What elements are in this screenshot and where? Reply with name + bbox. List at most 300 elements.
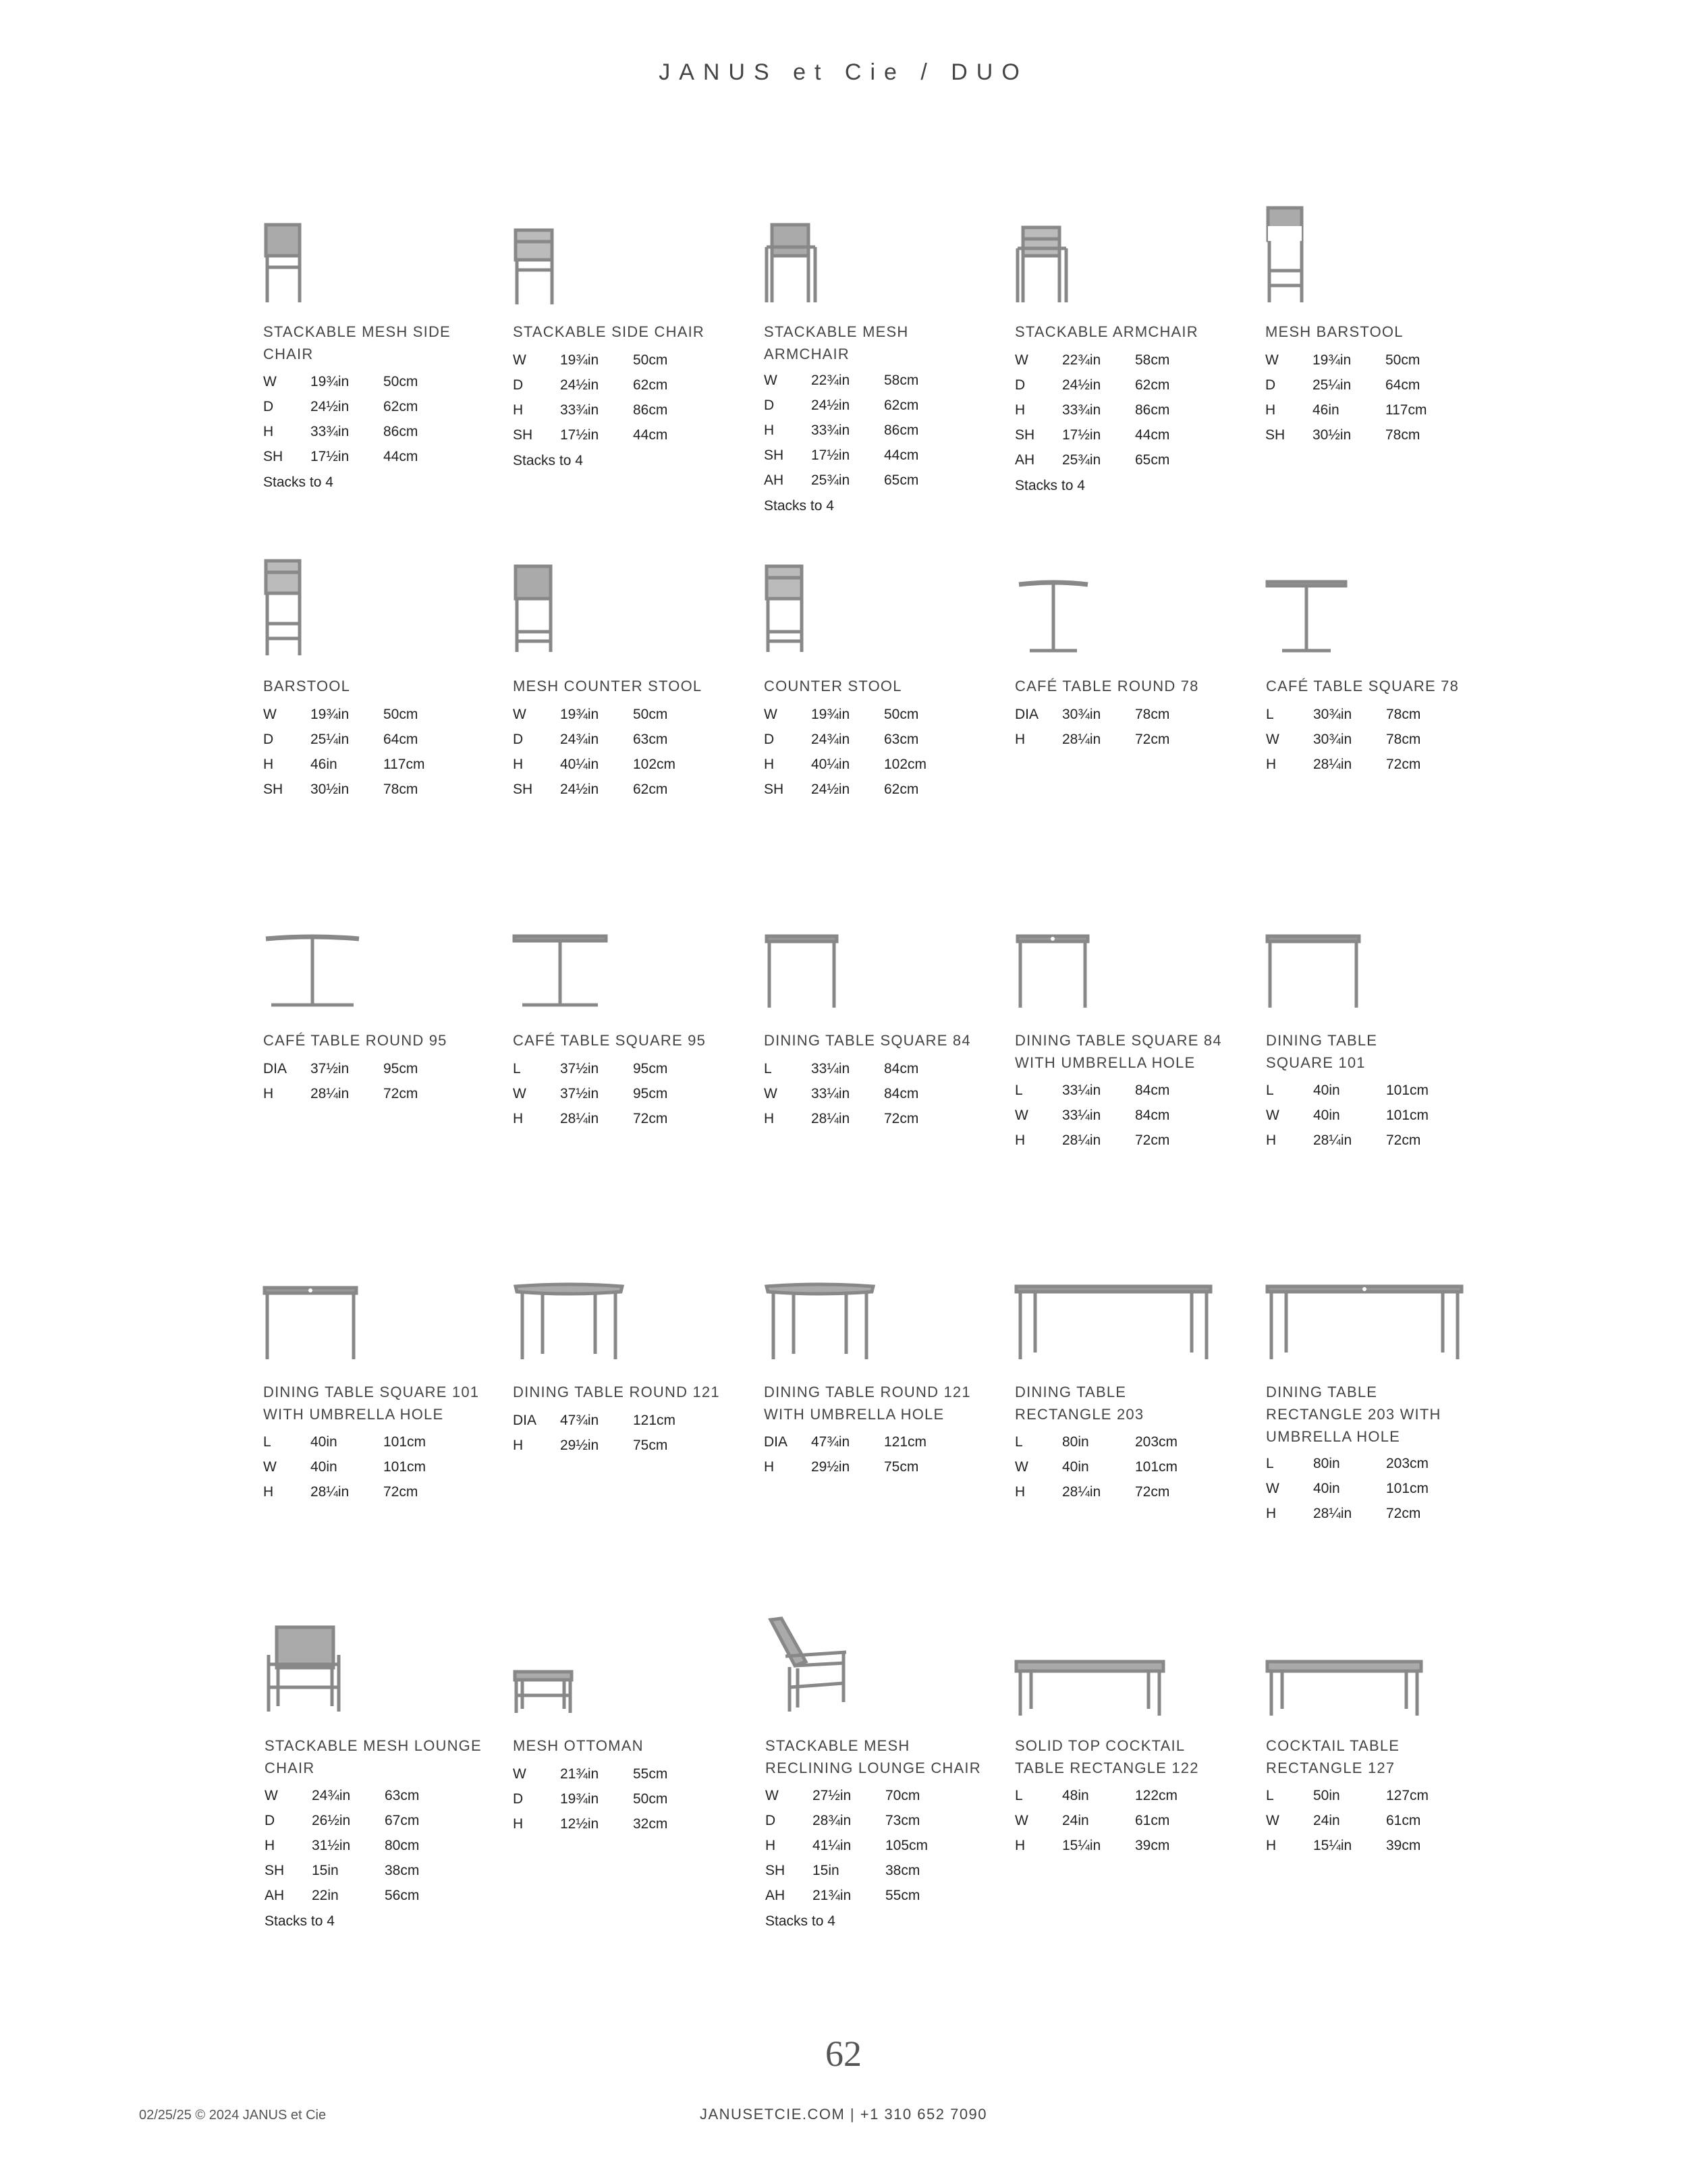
dim-value: 44cm [633,427,668,443]
dim-value: 24½in [1062,377,1101,393]
dim-row [1015,398,1169,422]
product-cafe-table-round-78 [1015,580,1251,783]
dim-value: D [513,732,524,747]
dim-value: 203cm [1135,1434,1178,1450]
dim-value: 47¾in [811,1434,850,1450]
dining-table-rectangle-icon [1015,1285,1212,1361]
dim-row [513,1811,667,1836]
dim-value: H [1015,402,1026,418]
dim-row [513,702,675,727]
dim-value: W [265,1788,278,1803]
mesh-counter-stool-icon [513,564,555,653]
dim-value: L [1015,1788,1023,1803]
dim-value: 28¾in [812,1813,852,1828]
dim-value: 25¾in [811,472,850,488]
dim-value: 72cm [1135,1484,1170,1500]
dim-value: 121cm [884,1434,927,1450]
dim-value: AH [765,1888,785,1903]
dim-value: 33¼in [811,1061,850,1076]
dim-value: 95cm [633,1061,668,1076]
dim-value: D [1015,377,1026,393]
dim-value: L [513,1061,521,1076]
dim-value: DIA [263,1061,287,1076]
dim-row [513,422,667,447]
cafe-table-round-icon [1016,580,1090,653]
dim-value: 102cm [633,757,676,772]
dim-value: 75cm [633,1438,668,1453]
dim-value: H [1266,1838,1277,1853]
dim-value: W [1266,732,1279,747]
dim-row [1265,348,1427,373]
dim-value: 84cm [1135,1108,1170,1123]
dim-value: 105cm [885,1838,929,1853]
product-title: MESH COUNTER STOOL [513,678,702,694]
dim-value: SH [263,449,283,464]
dim-value: 33¼in [1062,1083,1101,1098]
product-dining-table-rectangle-203 [1015,1285,1251,1501]
dim-value: 19¾in [310,374,350,389]
dim-value: 28¼in [1062,732,1101,747]
dim-value: 24½in [560,782,599,797]
dim-value: 30½in [1312,427,1352,443]
dim-value: 32cm [633,1816,668,1832]
product-mesh-counter-stool [513,564,749,834]
dim-row [1266,1128,1429,1153]
dim-row [764,702,927,727]
dim-value: 37½in [560,1086,599,1101]
dim-value: 19¾in [811,707,850,722]
dim-row [764,1081,918,1106]
product-side-chair [513,223,749,513]
dim-value: DIA [1015,707,1039,722]
dim-value: 30¾in [1062,707,1101,722]
dim-value: 64cm [383,732,418,747]
dim-value: 38cm [385,1863,420,1878]
dim-value: H [764,1111,775,1126]
dim-value: W [764,373,777,388]
stack-note: Stacks to 4 [263,474,333,490]
dim-value: W [1265,352,1279,368]
dim-row [764,777,927,802]
dim-value: 72cm [1386,1132,1421,1148]
dim-value: 33¼in [811,1086,850,1101]
dim-value: 15in [312,1863,339,1878]
dim-row [265,1883,419,1908]
dim-value: 67cm [385,1813,420,1828]
product-cafe-table-round-95 [263,935,499,1137]
dim-value: H [764,1459,775,1475]
dim-row [513,1408,675,1433]
dim-value: W [513,1086,526,1101]
cafe-table-square-icon [1266,580,1347,653]
dim-value: 44cm [1135,427,1170,443]
product-title: DINING TABLE RECTANGLE 203 [1015,1384,1144,1423]
dim-value: 72cm [383,1484,418,1500]
dim-value: 101cm [1386,1481,1429,1496]
dim-value: 12½in [560,1816,599,1832]
dim-value: W [513,707,526,722]
dim-row [1266,1476,1429,1501]
dim-value: 17½in [1062,427,1101,443]
dim-value: 24½in [560,377,599,393]
dim-value: 50cm [884,707,919,722]
dining-table-square-icon [765,935,839,1009]
dim-row [513,1433,675,1458]
dim-value: 80in [1313,1456,1340,1471]
dim-value: SH [513,427,533,443]
dim-value: H [265,1838,275,1853]
dim-value: 73cm [885,1813,920,1828]
dim-value: 50cm [633,707,668,722]
dim-value: 62cm [633,377,668,393]
dim-value: 101cm [1386,1108,1429,1123]
dim-value: H [1266,1132,1277,1148]
dim-value: H [1266,1506,1277,1521]
dim-row [513,777,675,802]
dim-value: D [1265,377,1276,393]
dim-value: W [1015,1108,1028,1123]
dim-row [764,727,927,752]
dim-row [513,1081,667,1106]
dim-value: 17½in [310,449,350,464]
dining-table-square-icon [1016,935,1090,1009]
dim-value: 101cm [1386,1083,1429,1098]
dim-value: W [764,707,777,722]
dim-value: D [263,399,274,414]
dim-row [1015,1128,1169,1153]
dim-value: 40in [1313,1481,1340,1496]
product-title: DINING TABLE RECTANGLE 203 WITH UMBRELLA HOLE [1266,1384,1441,1445]
dim-value: 19¾in [560,1791,599,1807]
dim-row [263,777,424,802]
dim-value: 62cm [884,782,919,797]
dim-value: 50cm [383,707,418,722]
dim-value: SH [765,1863,785,1878]
dim-row [263,1056,418,1081]
dim-value: 28¼in [1062,1484,1101,1500]
dim-row [1266,1833,1429,1858]
dim-value: W [513,1766,526,1782]
dim-value: 29½in [560,1438,599,1453]
dim-value: 62cm [884,398,919,413]
dim-value: W [1266,1813,1279,1828]
dim-value: 24¾in [312,1788,351,1803]
dim-value: 28¼in [1313,1132,1352,1148]
dim-value: 39cm [1135,1838,1170,1853]
product-title: DINING TABLE SQUARE 101 WITH UMBRELLA HOLE [263,1384,480,1423]
dim-value: 58cm [1135,352,1170,368]
dim-row [764,418,918,443]
product-dining-table-square-84 [764,935,1000,1137]
dim-value: 63cm [385,1788,420,1803]
dim-value: DIA [513,1413,537,1428]
dim-row [1266,1078,1429,1103]
product-title: STACKABLE ARMCHAIR [1015,323,1198,340]
lounge-chair-icon [265,1625,343,1713]
product-title: CAFÉ TABLE ROUND 95 [263,1032,447,1049]
dim-value: W [263,707,277,722]
product-title: STACKABLE MESH RECLINING LOUNGE CHAIR [765,1737,981,1776]
product-title: MESH BARSTOOL [1265,323,1404,340]
dim-row [513,1106,667,1131]
dim-value: 48in [1062,1788,1089,1803]
dim-value: 40in [310,1434,337,1450]
product-title: DINING TABLE ROUND 121 [513,1384,720,1400]
dim-value: L [1015,1434,1023,1450]
dim-value: 40¼in [560,757,599,772]
dim-row [265,1858,419,1883]
product-title: CAFÉ TABLE SQUARE 95 [513,1032,707,1049]
dim-value: 55cm [633,1766,668,1782]
counter-stool-icon [764,564,806,653]
product-dining-table-square-101 [1266,935,1502,1151]
dim-value: 121cm [633,1413,676,1428]
dim-value: W [1015,1459,1028,1475]
dim-value: 15¼in [1062,1838,1101,1853]
dim-value: 40in [1062,1459,1089,1475]
dim-value: H [1015,1132,1026,1148]
dim-value: 22¾in [1062,352,1101,368]
dim-value: 28¼in [560,1111,599,1126]
dim-value: 44cm [383,449,418,464]
dim-value: 127cm [1386,1788,1429,1803]
dim-row [1266,702,1420,727]
dim-value: 40in [1313,1083,1340,1098]
dim-value: 86cm [383,424,418,439]
dim-value: AH [764,472,784,488]
dim-value: 65cm [884,472,919,488]
product-dining-table-round-121-umbrella [764,1282,1000,1498]
dim-value: 44cm [884,447,919,463]
dim-value: AH [265,1888,285,1903]
dim-value: 40in [1313,1108,1340,1123]
barstool-icon [263,559,304,657]
dim-value: SH [764,447,784,463]
dim-value: D [764,732,775,747]
dim-value: H [764,757,775,772]
dim-value: 25¾in [1062,452,1101,468]
dim-value: 101cm [1135,1459,1178,1475]
dim-value: 38cm [885,1863,920,1878]
dim-value: 86cm [633,402,668,418]
dim-value: 72cm [1135,732,1170,747]
dim-value: 117cm [1385,402,1427,418]
dim-value: 30¾in [1313,707,1352,722]
dim-row [513,398,667,422]
dim-value: 40¼in [811,757,850,772]
product-title: DINING TABLE SQUARE 101 [1266,1032,1378,1071]
dim-row [765,1858,928,1883]
dim-value: 28¼in [1313,1506,1352,1521]
dim-row [1015,447,1169,472]
dim-row [764,393,918,418]
dim-value: 86cm [1135,402,1170,418]
dim-value: 37½in [310,1061,350,1076]
product-mesh-barstool [1265,206,1501,476]
cafe-table-round-icon [263,935,362,1008]
dim-value: H [513,757,524,772]
product-title: COCKTAIL TABLE RECTANGLE 127 [1266,1737,1400,1776]
dim-value: 72cm [383,1086,418,1101]
stack-note: Stacks to 4 [1015,478,1085,493]
dim-value: SH [513,782,533,797]
product-reclining-lounge-chair [765,1617,1001,1948]
dim-row [1015,1078,1169,1103]
dim-row [1266,727,1420,752]
product-cafe-table-square-78 [1266,580,1502,783]
dim-value: 95cm [633,1086,668,1101]
dim-row [765,1808,928,1833]
dim-value: W [764,1086,777,1101]
dim-value: 33¾in [310,424,350,439]
dining-table-rectangle-icon [1266,1285,1463,1361]
dim-row [764,468,918,493]
product-title: CAFÉ TABLE SQUARE 78 [1266,678,1460,694]
dim-value: H [263,424,274,439]
product-title: STACKABLE SIDE CHAIR [513,323,704,340]
dim-value: 80cm [385,1838,420,1853]
dim-value: L [1266,1788,1274,1803]
dim-value: 65cm [1135,452,1170,468]
product-solid-top-cocktail-table-122 [1015,1660,1251,1863]
dim-value: 72cm [633,1111,668,1126]
dim-row [263,1454,426,1479]
dim-value: 26½in [312,1813,351,1828]
dim-row [765,1883,928,1908]
dim-value: 41¼in [812,1838,852,1853]
dim-value: 24in [1062,1813,1089,1828]
dim-row [1015,1833,1178,1858]
dim-row [764,1454,927,1479]
dim-row [1266,1808,1429,1833]
dim-row [263,702,424,727]
dim-row [765,1833,928,1858]
dim-value: 101cm [383,1459,426,1475]
dim-row [1015,702,1169,727]
dining-table-round-icon [513,1282,625,1361]
product-mesh-side-chair [263,223,499,513]
dim-row [764,1429,927,1454]
dining-table-round-icon [764,1282,876,1361]
dim-row [263,369,418,394]
dim-value: 61cm [1386,1813,1421,1828]
dim-value: 31½in [312,1838,351,1853]
product-title: DINING TABLE ROUND 121 WITH UMBRELLA HOLE [764,1384,971,1423]
dim-value: 29½in [811,1459,850,1475]
dim-value: D [764,398,775,413]
dim-value: 72cm [884,1111,919,1126]
product-title: STACKABLE MESH ARMCHAIR [764,323,909,362]
cocktail-table-icon [1266,1660,1422,1717]
dim-value: 19¾in [1312,352,1352,368]
product-title: BARSTOOL [263,678,351,694]
dim-value: SH [1015,427,1035,443]
dim-value: 80in [1062,1434,1089,1450]
dim-value: H [513,1816,524,1832]
dim-value: W [1266,1108,1279,1123]
dim-row [513,727,675,752]
dim-value: D [263,732,274,747]
dining-table-square-icon [263,1286,358,1361]
dim-value: H [263,1484,274,1500]
dim-value: 61cm [1135,1813,1170,1828]
product-counter-stool [764,564,1000,834]
dim-value: 19¾in [560,707,599,722]
dim-value: 78cm [383,782,418,797]
dim-value: 37½in [560,1061,599,1076]
dim-value: L [1015,1083,1023,1098]
dim-row [265,1808,419,1833]
reclining-lounge-chair-icon [765,1617,849,1713]
dim-value: 33¼in [1062,1108,1101,1123]
dim-value: H [513,1111,524,1126]
product-mesh-armchair [764,223,1000,520]
product-title: DINING TABLE SQUARE 84 [764,1032,971,1049]
stack-note: Stacks to 4 [764,498,834,514]
dim-value: 78cm [1386,732,1421,747]
dim-value: 72cm [1386,1506,1421,1521]
dim-value: 70cm [885,1788,920,1803]
product-title: DINING TABLE SQUARE 84 WITH UMBRELLA HOLE [1015,1032,1222,1071]
dim-value: 56cm [385,1888,420,1903]
dim-row [764,1106,918,1131]
dim-value: 24½in [811,782,850,797]
dim-row [513,1786,667,1811]
dim-row [1266,1103,1429,1128]
dim-value: 33¾in [811,422,850,438]
mesh-barstool-icon [1265,206,1306,304]
product-armchair [1015,223,1251,513]
product-dining-table-square-101-umbrella [263,1286,499,1502]
dim-value: 62cm [1135,377,1170,393]
dim-value: AH [1015,452,1035,468]
dim-row [263,444,418,469]
dim-value: 78cm [1135,707,1170,722]
page-number: 62 [825,2033,862,2074]
dim-value: L [263,1434,271,1450]
dim-value: 50cm [633,352,668,368]
dim-row [1266,752,1420,777]
dim-value: H [263,757,274,772]
dim-row [265,1783,419,1808]
dim-value: D [513,1791,524,1807]
dim-value: H [513,1438,524,1453]
dim-value: 72cm [1386,757,1421,772]
stack-note: Stacks to 4 [513,453,583,468]
product-title: SOLID TOP COCKTAIL TABLE RECTANGLE 122 [1015,1737,1199,1776]
dim-row [265,1833,419,1858]
product-title: STACKABLE MESH SIDE CHAIR [263,323,451,362]
dim-row [263,1429,426,1454]
footer-contact[interactable]: JANUSETCIE.COM | +1 310 652 7090 [699,2106,988,2123]
dim-value: 84cm [884,1061,919,1076]
dim-value: W [1015,352,1028,368]
dim-value: H [765,1838,776,1853]
dim-value: 24½in [310,399,350,414]
dim-value: H [1266,757,1277,772]
dim-value: 22¾in [811,373,850,388]
dim-value: 122cm [1135,1788,1178,1803]
dim-value: SH [764,782,784,797]
dim-value: 78cm [1385,427,1420,443]
dim-value: H [764,422,775,438]
dim-row [1015,1429,1178,1454]
dim-value: H [513,402,524,418]
dim-row [1266,1501,1429,1526]
dim-value: 55cm [885,1888,920,1903]
dim-value: 25¼in [310,732,350,747]
dim-row [1015,1103,1169,1128]
